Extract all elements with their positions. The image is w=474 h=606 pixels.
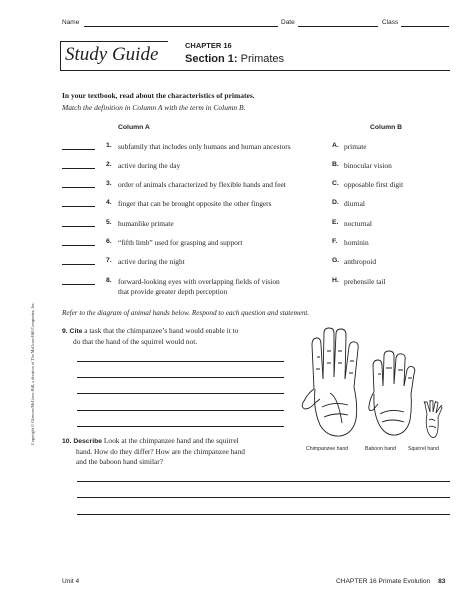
answer-line-9d[interactable] [77, 410, 284, 411]
question-number: 10. [62, 438, 72, 445]
term-letter: H. [332, 277, 339, 284]
term: binocular vision [344, 161, 392, 170]
header-rule [168, 70, 450, 71]
match-row-8 [0, 277, 474, 299]
answer-line-9e[interactable] [77, 426, 284, 427]
chimpanzee-hand-caption: Chimpanzee hand [306, 446, 349, 452]
term: prehensile tail [344, 277, 386, 286]
baboon-hand-caption: Baboon hand [365, 446, 396, 452]
definition: humanlike primate [118, 219, 174, 228]
question-9 [62, 326, 302, 347]
definition: active during the day [118, 161, 181, 170]
answer-blank[interactable] [62, 149, 95, 150]
name-label: Name [62, 19, 80, 26]
squirrel-hand-illustration [422, 400, 444, 440]
item-number: 2. [106, 161, 112, 168]
term-letter: E. [332, 219, 339, 226]
question-text-line-2: do that the hand of the squirrel would not. [73, 337, 198, 346]
column-b-heading: Column B [370, 124, 403, 131]
term: anthropoid [344, 257, 377, 266]
term: nocturnal [344, 219, 372, 228]
squirrel-hand-caption: Squirrel hand [408, 446, 439, 452]
definition-line-1: forward-looking eyes with overlapping fields of vision [118, 277, 280, 286]
item-number: 4. [106, 199, 112, 206]
term: opposable first digit [344, 180, 404, 189]
item-number: 7. [106, 257, 112, 264]
chimpanzee-hand-illustration [300, 327, 370, 439]
definition: active during the night [118, 257, 185, 266]
item-number: 8. [106, 277, 112, 284]
answer-blank[interactable] [62, 187, 95, 188]
name-field[interactable] [84, 26, 278, 27]
question-text-line-1: a task that the chimpanzee’s hand would enable it to [84, 326, 239, 335]
study-guide-title: Study Guide [65, 44, 159, 65]
question-10 [62, 436, 302, 467]
definition: order of animals characterized by flexible hands and feet [118, 180, 286, 189]
definition: subfamily that includes only humans and human ancestors [118, 142, 291, 151]
item-number: 1. [106, 142, 112, 149]
term-letter: B. [332, 161, 339, 168]
class-field[interactable] [401, 26, 449, 27]
answer-line-9b[interactable] [77, 377, 284, 378]
question-verb: Cite [69, 328, 83, 335]
definition-line-2: that provide greater depth perception [118, 286, 228, 296]
definition: “fifth limb” used for grasping and support [118, 238, 243, 247]
section-number: Section 1: [185, 53, 238, 65]
page-number: 83 [438, 578, 446, 585]
footer-chapter-title: Primate Evolution [378, 578, 431, 585]
section-name: Primates [240, 53, 285, 65]
copyright-notice: Copyright © Glencoe/McGraw-Hill, a division of The McGraw-Hill Companies, Inc. [30, 302, 35, 445]
chapter-label: CHAPTER 16 [185, 41, 232, 50]
date-field[interactable] [298, 26, 378, 27]
term-letter: D. [332, 199, 339, 206]
item-number: 6. [106, 238, 112, 245]
column-a-heading: Column A [118, 124, 150, 131]
question-text-line-3: and the baboon hand similar? [76, 457, 164, 466]
date-label: Date [281, 19, 295, 26]
question-number: 9. [62, 328, 68, 335]
answer-blank[interactable] [62, 206, 95, 207]
diagram-instruction: Refer to the diagram of animal hands below. Respond to each question and statement. [62, 309, 310, 317]
term: hominin [344, 238, 369, 247]
match-row-4 [0, 199, 474, 221]
term-letter: F. [332, 238, 338, 245]
question-text-line-1: Look at the chimpanzee hand and the squirrel [103, 436, 239, 445]
footer-chapter-label: CHAPTER 16 [336, 578, 377, 585]
term-letter: C. [332, 180, 339, 187]
match-row-7 [0, 257, 474, 279]
answer-line-10c[interactable] [77, 514, 450, 515]
question-verb: Describe [73, 438, 103, 445]
answer-line-10b[interactable] [77, 497, 450, 498]
class-label: Class [382, 19, 399, 26]
footer-chapter [336, 578, 445, 585]
matching-instruction: Match the definition in Column A with the term in Column B. [62, 103, 246, 112]
answer-blank[interactable] [62, 226, 95, 227]
definition [118, 277, 338, 296]
item-number: 3. [106, 180, 112, 187]
footer-unit: Unit 4 [62, 578, 80, 585]
term: diurnal [344, 199, 365, 208]
answer-line-9c[interactable] [77, 393, 284, 394]
baboon-hand-illustration [366, 350, 418, 438]
term-letter: G. [332, 257, 340, 264]
definition: finger that can be brought opposite the other fingers [118, 199, 272, 208]
reading-instruction: In your textbook, read about the characteristics of primates. [62, 91, 255, 100]
term-letter: A. [332, 142, 339, 149]
answer-line-9a[interactable] [77, 361, 284, 362]
answer-blank[interactable] [62, 284, 95, 285]
answer-blank[interactable] [62, 168, 95, 169]
answer-blank[interactable] [62, 245, 95, 246]
answer-blank[interactable] [62, 264, 95, 265]
term: primate [344, 142, 367, 151]
answer-line-10a[interactable] [77, 481, 450, 482]
section-title [185, 53, 284, 65]
question-text-line-2: hand. How do they differ? How are the chimpanzee hand [76, 447, 245, 456]
item-number: 5. [106, 219, 112, 226]
